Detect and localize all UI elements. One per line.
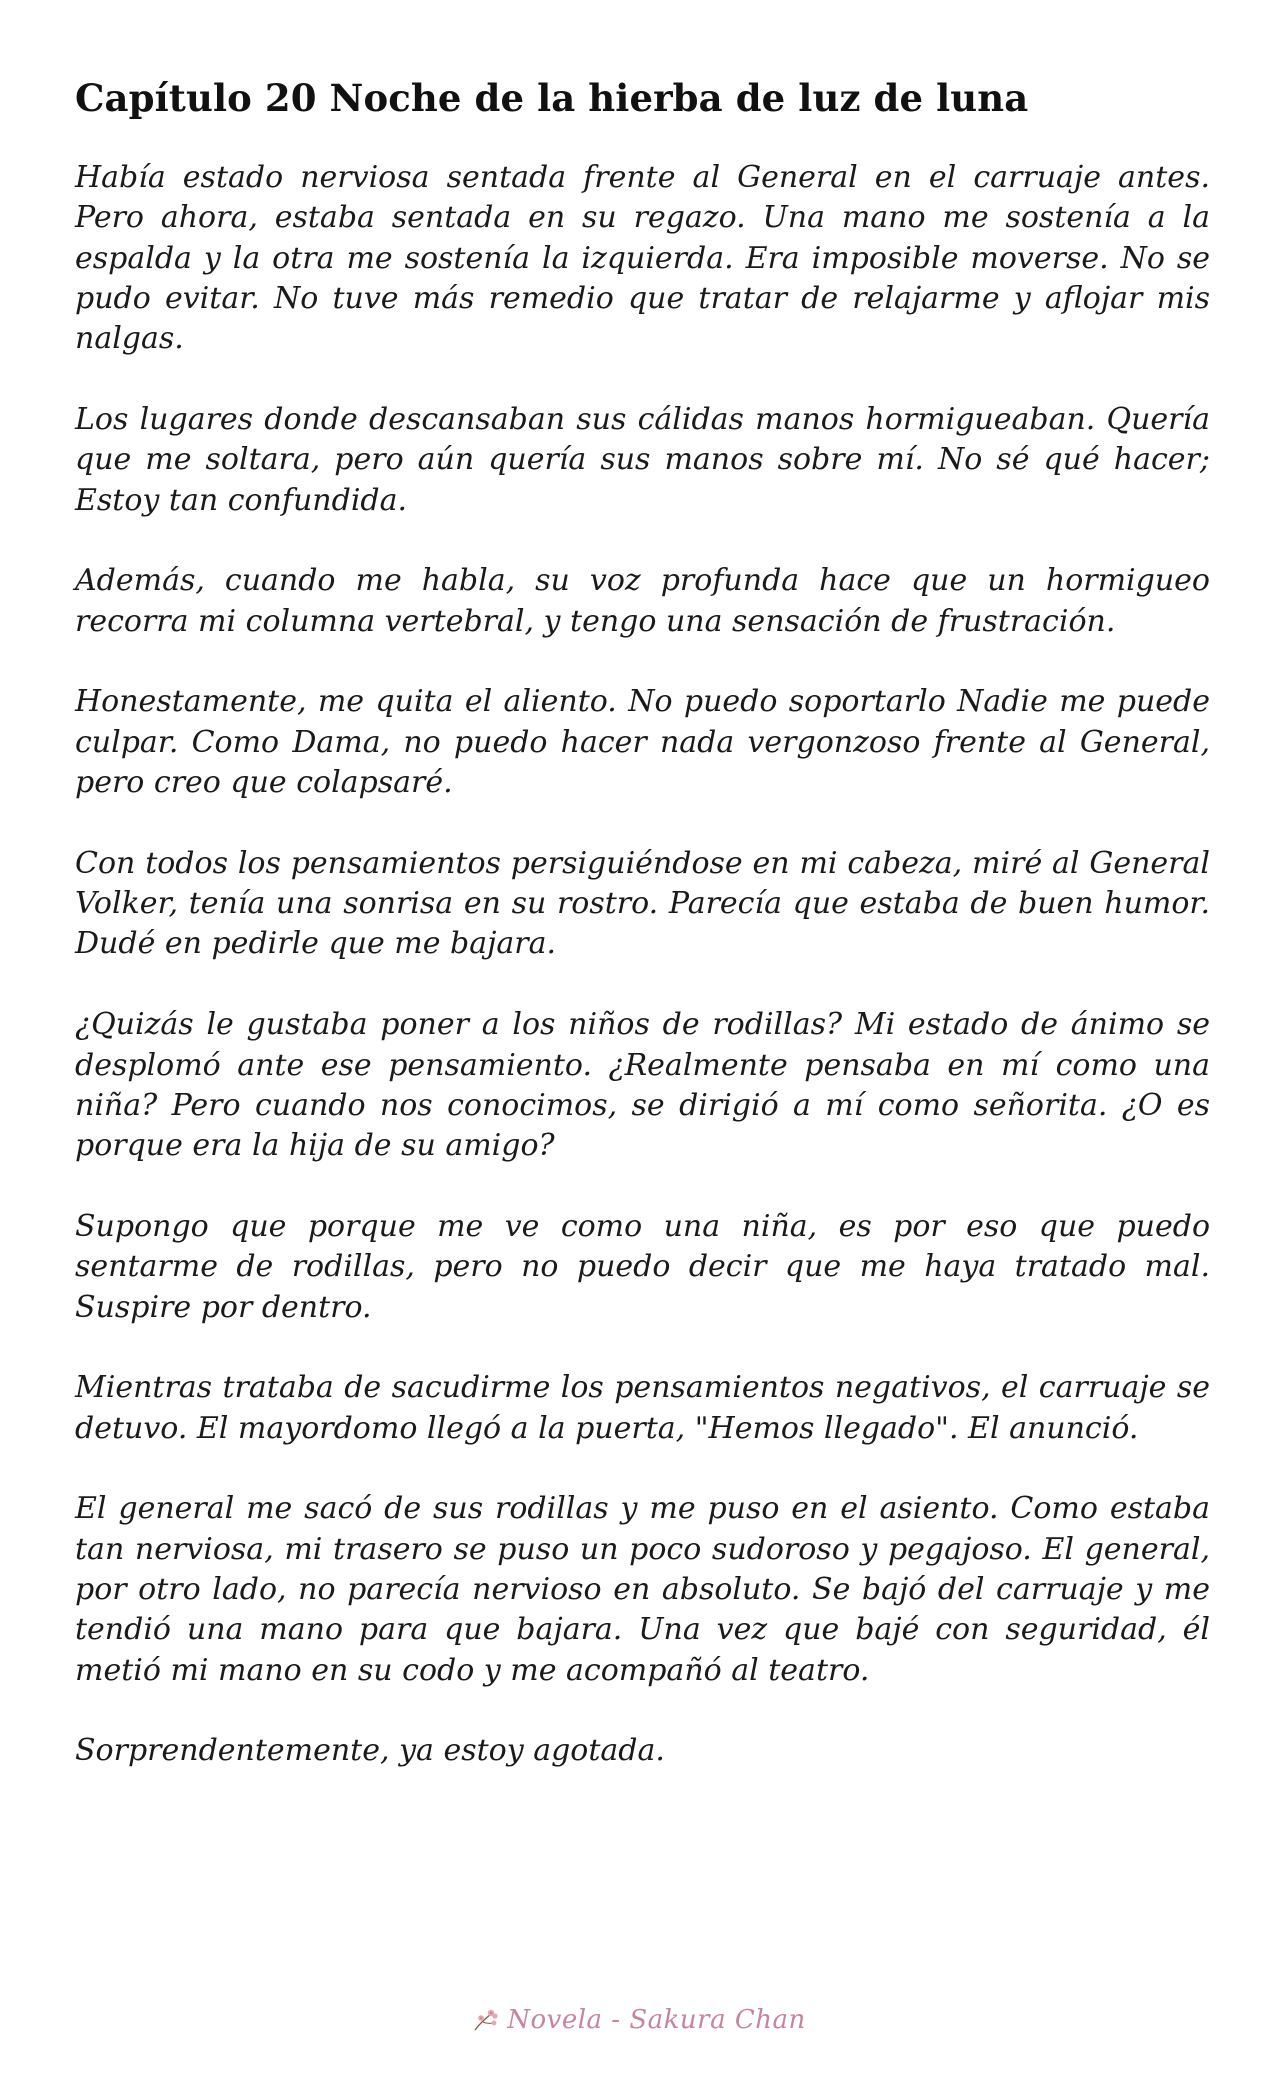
paragraph: Sorprendentemente, ya estoy agotada. bbox=[75, 1733, 665, 1769]
paragraph: Con todos los pensamientos persiguiéndose en mi cabeza, miré al General Volker, tenía una sonrisa en su rostro. Parecía que estaba de buen humor. Dudé en pedirle que me bajara. bbox=[75, 845, 1210, 962]
watermark-group bbox=[469, 2004, 806, 2036]
paragraph: Supongo que porque me ve como una niña, es por eso que puedo sentarme de rodillas, pero no puedo decir que me haya tratado mal. Suspire por dentro. bbox=[75, 1208, 1210, 1325]
paragraph: Había estado nerviosa sentada frente al General en el carruaje antes. Pero ahora, estaba sentada en su regazo. Una mano me sostenía a la espalda y la otra me sostenía la izquierda. Era imposible moverse. No se pudo evitar. No tuve más remedio que tratar de relajarme y aflojar mis nalgas. bbox=[75, 160, 1210, 357]
paragraph: Mientras trataba de sacudirme los pensamientos negativos, el carruaje se detuvo. El mayordomo llegó a la puerta, "Hemos llegado". El anunció. bbox=[75, 1370, 1210, 1446]
sakura-blossom-icon bbox=[469, 2004, 501, 2036]
chapter-content bbox=[75, 70, 1210, 1812]
paragraph: Honestamente, me quita el aliento. No puedo soportarlo Nadie me puede culpar. Como Dama, no puedo hacer nada vergonzoso frente al General, pero creo que colapsaré. bbox=[75, 684, 1210, 801]
paragraph: Los lugares donde descansaban sus cálidas manos hormigueaban. Quería que me soltara, pero aún quería sus manos sobre mí. No sé qué hacer; Estoy tan confundida. bbox=[75, 401, 1210, 518]
paragraph: El general me sacó de sus rodillas y me puso en el asiento. Como estaba tan nerviosa, mi trasero se puso un poco sudoroso y pegajoso. El general, por otro lado, no parecía nervioso en absoluto. Se bajó del carruaje y me tendió una mano para que bajara. Una vez que bajé con seguridad, él metió mi mano en su codo y me acompañó al teatro. bbox=[75, 1491, 1210, 1688]
chapter-title: Capítulo 20 Noche de la hierba de luz de luna bbox=[75, 76, 1029, 120]
paragraph: Además, cuando me habla, su voz profunda hace que un hormigueo recorra mi columna vertebral, y tengo una sensación de frustración. bbox=[75, 563, 1210, 639]
paragraph: ¿Quizás le gustaba poner a los niños de rodillas? Mi estado de ánimo se desplomó ante ese pensamiento. ¿Realmente pensaba en mí como una niña? Pero cuando nos conocimos, se dirigió a mí como señorita. ¿O es porque era la hija de su amigo? bbox=[75, 1007, 1210, 1164]
footer-watermark bbox=[0, 1995, 1275, 2045]
watermark-text: Novela - Sakura Chan bbox=[507, 2005, 806, 2035]
